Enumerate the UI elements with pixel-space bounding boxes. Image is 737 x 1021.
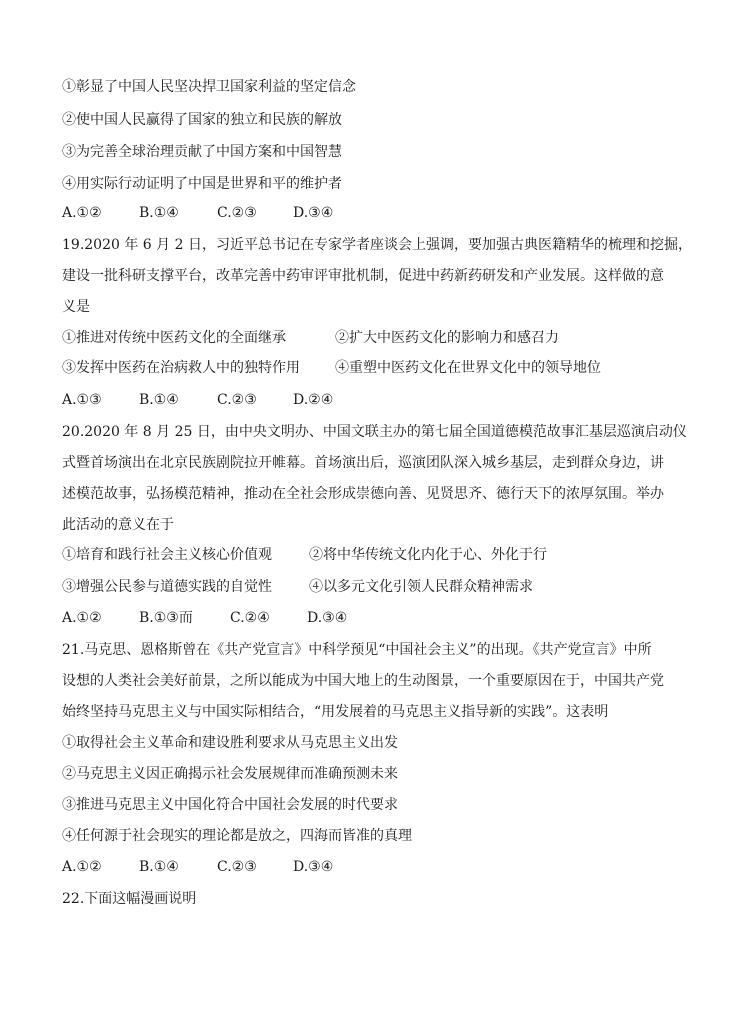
q21-stem-line-1: 21.马克思、恩格斯曾在《共产党宣言》中科学预见“中国社会主义”的出现。《共产党宣言》中所 [62,642,652,658]
q18-option-2: ②使中国人民赢得了国家的独立和民族的解放 [62,112,342,128]
q20-option-1: ①培育和践行社会主义核心价值观 [62,547,272,563]
q20-answer-d: D.③④ [307,610,348,626]
q20-option-3: ③增强公民参与道德实践的自觉性 [62,579,272,595]
q20-answer-b: B.①③而 [139,610,193,626]
q21-stem-line-2: 设想的人类社会美好前景，之所以能成为中国大地上的生动图景，一个重要原因在于，中国共产党 [62,673,664,689]
q18-option-3: ③为完善全球治理贡献了中国方案和中国智慧 [62,144,342,160]
q20-option-2: ②将中华传统文化内化于心、外化于行 [309,547,547,563]
q21-option-4: ④任何源于社会现实的理论都是放之，四海而皆准的真理 [62,828,412,844]
q18-answer-c: C.②③ [217,205,257,221]
q20-option-4: ④以多元文化引领人民群众精神需求 [309,579,533,595]
q21-answer-d: D.③④ [293,859,334,875]
q19-option-1: ①推进对传统中医药文化的全面继承 [62,330,286,346]
q20-answer-c: C.②④ [230,610,270,626]
q18-answer-b: B.①④ [139,205,179,221]
q19-stem-line-1: 19.2020 年 6 月 2 日，习近平总书记在专家学者座谈会上强调，要加强古典医籍精华的梳理和挖掘， [62,237,692,253]
q19-option-2: ②扩大中医药文化的影响力和感召力 [335,330,559,346]
q21-option-1: ①取得社会主义革命和建设胜利要求从马克思主义出发 [62,735,398,751]
q20-stem-line-1: 20.2020 年 8 月 25 日，由中央文明办、中国文联主办的第七届全国道德模范故事汇基层巡演启动仪 [62,424,687,440]
q21-option-3: ③推进马克思主义中国化符合中国社会发展的时代要求 [62,797,398,813]
q19-stem-line-2: 建设一批科研支撑平台，改革完善中药审评审批机制，促进中药新药研发和产业发展。这样做的意 [62,268,664,284]
q19-option-3: ③发挥中医药在治病救人中的独特作用 [62,360,300,376]
q18-answer-a: A.①② [62,205,102,221]
q20-stem-line-4: 此活动的意义在于 [62,517,174,533]
q21-answer-c: C.②③ [217,859,257,875]
q18-answer-d: D.③④ [293,205,334,221]
q20-stem-line-2: 式暨首场演出在北京民族剧院拉开帷幕。首场演出后，巡演团队深入城乡基层，走到群众身边，讲 [62,455,664,471]
q18-option-1: ①彰显了中国人民坚决捍卫国家利益的坚定信念 [62,79,356,95]
q19-answer-a: A.①③ [62,392,102,408]
q21-option-2: ②马克思主义因正确揭示社会发展规律而准确预测未来 [62,766,398,782]
q19-option-4: ④重塑中医药文化在世界文化中的领导地位 [335,360,601,376]
q19-answer-d: D.②④ [293,392,334,408]
q20-answer-a: A.①② [62,610,102,626]
q19-answer-b: B.①④ [139,392,179,408]
q21-answer-b: B.①④ [139,859,179,875]
q21-stem-line-3: 始终坚持马克思主义与中国实际相结合，“用发展着的马克思主义指导新的实践”。这表明 [62,704,609,720]
q20-stem-line-3: 述模范故事，弘扬模范精神，推动在全社会形成崇德向善、见贤思齐、德行天下的浓厚氛围。举办 [62,486,664,502]
q19-stem-line-3: 义是 [62,299,90,315]
q21-answer-a: A.①② [62,859,102,875]
q19-answer-c: C.②③ [217,392,257,408]
q22-stem: 22.下面这幅漫画说明 [62,891,197,907]
q18-option-4: ④用实际行动证明了中国是世界和平的维护者 [62,176,342,192]
